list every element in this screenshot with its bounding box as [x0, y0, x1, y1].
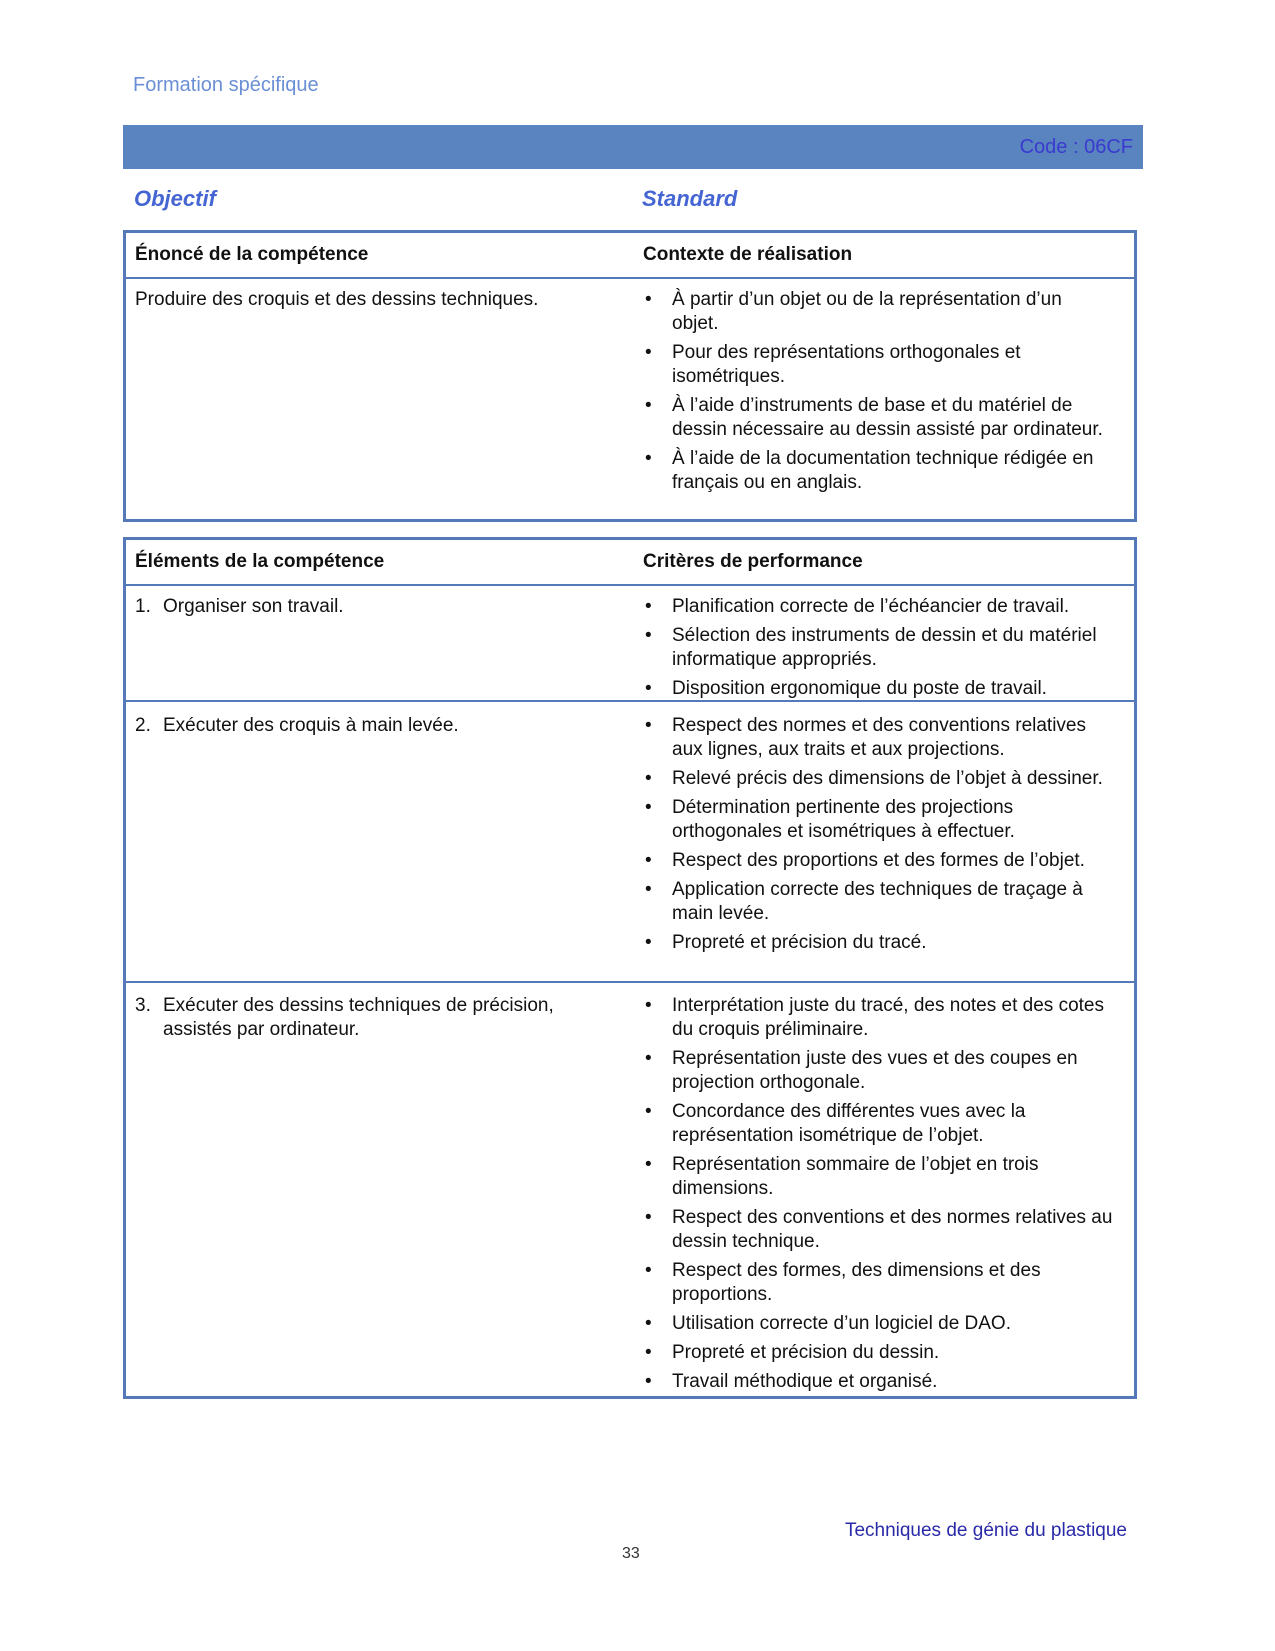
objectif-title: Objectif: [134, 186, 216, 211]
list-item: • Représentation juste des vues et des coupes en projection orthogonale.: [645, 1048, 1078, 1093]
enonce-table: [123, 230, 1137, 522]
list-item: • Respect des conventions et des normes relatives au dessin technique.: [645, 1207, 1113, 1252]
bullet-icon: •: [645, 995, 652, 1016]
list-item: • Application correcte des techniques de traçage à main levée.: [645, 879, 1083, 924]
bullet-icon: •: [645, 1101, 652, 1122]
list-item: • Planification correcte de l’échéancier de travail.: [645, 596, 1070, 617]
bullet-icon: •: [645, 1313, 652, 1334]
bullet-icon: •: [645, 1371, 652, 1392]
element-2: 2. Exécuter des croquis à main levée.: [135, 715, 459, 736]
list-item: • À partir d’un objet ou de la représentation d’un objet.: [645, 289, 1062, 334]
list-item: • Interprétation juste du tracé, des notes et des cotes du croquis préliminaire.: [645, 995, 1104, 1040]
bullet-icon: •: [645, 850, 652, 871]
bullet-icon: •: [645, 797, 652, 818]
list-item: • Utilisation correcte d’un logiciel de DAO.: [645, 1313, 1011, 1334]
list-item: • À l’aide de la documentation technique rédigée en français ou en anglais.: [645, 448, 1094, 493]
bullet-icon: •: [645, 879, 652, 900]
bullet-icon: •: [645, 1207, 652, 1228]
elements-table: [123, 537, 1137, 1399]
list-item: • Respect des formes, des dimensions et des proportions.: [645, 1260, 1041, 1305]
bullet-icon: •: [645, 715, 652, 736]
list-item: • Concordance des différentes vues avec la représentation isométrique de l’objet.: [645, 1101, 1026, 1146]
list-item: • À l’aide d’instruments de base et du matériel de dessin nécessaire au dessin assisté par ordinateur.: [645, 395, 1103, 440]
bullet-icon: •: [645, 289, 652, 310]
formation-label: Formation spécifique: [133, 74, 319, 96]
list-item: • Travail méthodique et organisé.: [645, 1371, 938, 1392]
row-divider: [126, 981, 1134, 983]
bullet-icon: •: [645, 932, 652, 953]
list-item: • Disposition ergonomique du poste de travail.: [645, 678, 1047, 699]
contexte-header: Contexte de réalisation: [643, 244, 853, 265]
elements-header: Éléments de la compétence: [135, 551, 385, 572]
bullet-icon: •: [645, 768, 652, 789]
row-divider: [126, 700, 1134, 702]
bullet-icon: •: [645, 1048, 652, 1069]
criteres-list-3: [643, 994, 1113, 1399]
contexte-list: [643, 288, 1113, 500]
list-item: • Propreté et précision du dessin.: [645, 1342, 940, 1363]
list-item: • Représentation sommaire de l’objet en trois dimensions.: [645, 1154, 1039, 1199]
bullet-icon: •: [645, 395, 652, 416]
code-bar: [123, 125, 1143, 169]
list-item: • Pour des représentations orthogonales et isométriques.: [645, 342, 1021, 387]
enonce-text: Produire des croquis et des dessins techniques.: [135, 289, 539, 310]
list-item: • Respect des proportions et des formes de l’objet.: [645, 850, 1085, 871]
enonce-table-header: [126, 233, 1134, 279]
list-item: • Relevé précis des dimensions de l’objet à dessiner.: [645, 768, 1103, 789]
standard-title: Standard: [642, 186, 738, 211]
bullet-icon: •: [645, 625, 652, 646]
bullet-icon: •: [645, 596, 652, 617]
criteres-list-1: [643, 595, 1113, 706]
list-item: • Propreté et précision du tracé.: [645, 932, 927, 953]
bullet-icon: •: [645, 448, 652, 469]
element-1: 1. Organiser son travail.: [135, 596, 344, 617]
bullet-icon: •: [645, 1260, 652, 1281]
list-item: • Sélection des instruments de dessin et du matériel informatique appropriés.: [645, 625, 1097, 670]
bullet-icon: •: [645, 342, 652, 363]
competency-code: Code : 06CF: [1019, 136, 1133, 158]
bullet-icon: •: [645, 1342, 652, 1363]
program-name: Techniques de génie du plastique: [844, 1520, 1127, 1541]
list-item: • Détermination pertinente des projections orthogonales et isométriques à effectuer.: [645, 797, 1015, 842]
enonce-header: Énoncé de la compétence: [135, 244, 369, 265]
list-item: • Respect des normes et des conventions relatives aux lignes, aux traits et aux projections.: [645, 715, 1086, 760]
criteres-header: Critères de performance: [643, 551, 863, 572]
element-3: 3. Exécuter des dessins techniques de précision, assistés par ordinateur.: [135, 995, 554, 1040]
criteres-list-2: [643, 714, 1113, 960]
bullet-icon: •: [645, 1154, 652, 1175]
elements-table-header: [126, 540, 1134, 586]
bullet-icon: •: [645, 678, 652, 699]
page-number: 33: [622, 1545, 640, 1562]
